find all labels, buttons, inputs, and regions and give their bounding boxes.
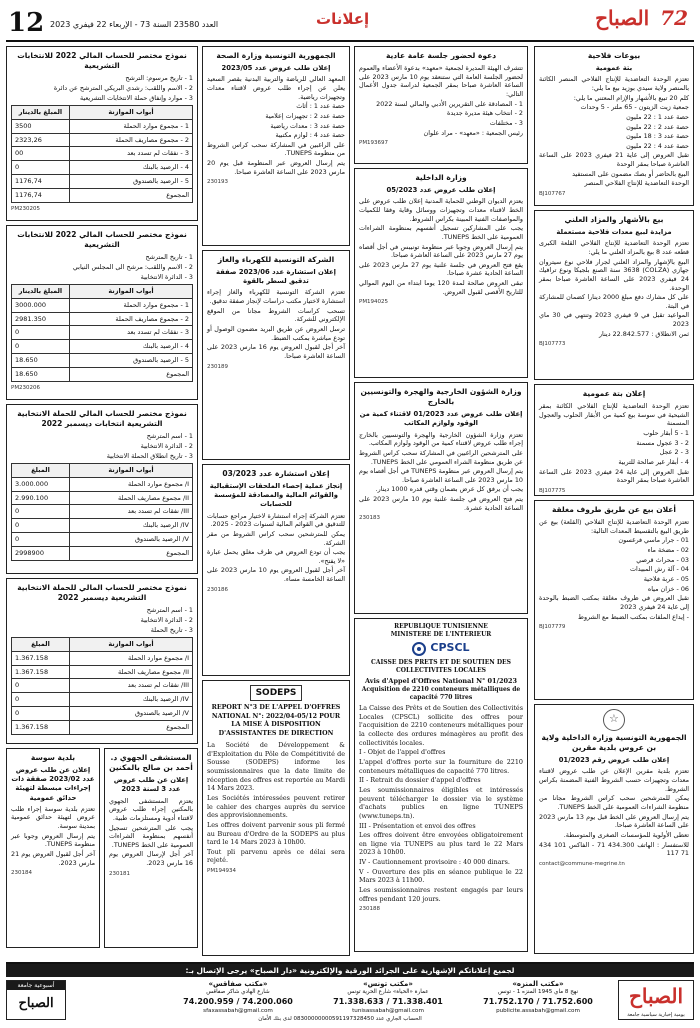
- ad-title: Avis d'Appel d'Offres National N° 01/2023: [364, 677, 518, 686]
- ad-line: على كل مشارك دفع مبلغ 2000 دينارا كضمان للمشاركة في البتة.: [539, 293, 689, 310]
- ad-line: يعتزم المستشفى الجهوي بالمكنين إجراء طلب عروض لاقتناء أدوية ومستلزمات طبية.: [109, 796, 193, 822]
- table-row: [12, 175, 193, 189]
- column-header: أبواب الموازنة: [69, 285, 192, 299]
- office-menzah: [468, 980, 608, 1015]
- ad-line: V - Ouverture des plis en séance publique le 22 Mars 2023 à 11h00.: [359, 867, 523, 885]
- table-cell: 4 - الرصيد بالبنك: [69, 340, 192, 354]
- table-cell: 0: [12, 707, 70, 721]
- ad-line: يمكن للمترشحين سحب كراس الشروط مجانا من منظومة الشراءات العمومية على الخط TUNEPS.: [539, 794, 689, 811]
- ad-line: حصة عدد 1 : أثاث: [296, 102, 345, 111]
- table-cell: 0: [12, 326, 70, 340]
- ad-line: تقبل العروض إلى غاية 21 فيفري 2023 على الساعة العاشرة صباحا بمقر الوحدة: [539, 151, 689, 169]
- column-header: أبواب الموازنة: [69, 638, 192, 652]
- ad-sodeps-report: [202, 680, 350, 956]
- table-cell: II/ مجموع مصاريف الحملة: [69, 491, 192, 505]
- table-row: [12, 354, 193, 368]
- ad-line: 1 - 5 أبقار حلوب: [643, 429, 689, 438]
- table-header-row: [12, 106, 193, 120]
- ad-line: تعتزم بلدية مقرين الإعلان عن طلب عروض لاقتناء معدات وتجهيزات حسب الشروط الفنية المضمنة بكراس الشروط.: [539, 767, 689, 793]
- ad-line: 2 - انتخاب هيئة مديرة جديدة: [447, 109, 523, 118]
- ad-line: II - Retrait du dossier d'appel d'offres: [359, 776, 481, 785]
- ad-line: 05 - عربة فلاحية: [643, 574, 689, 583]
- ad-line: حصة عدد 3 : 18 مليون: [626, 132, 689, 141]
- ad-line: تتشرف الهيئة المديرة لجمعية «معهد» بدعوة الأعضاء والعموم لحضور الجلسة العامة التي ستنعقد يوم 10 مارس 2023 على الساعة العاشرة صباحا بمقر الجمعية لدراسة جدول الأعمال التالي:: [359, 64, 523, 99]
- ad-line: حصة عدد 4 : 22 مليون: [626, 141, 689, 150]
- table-row: [12, 679, 193, 693]
- ad-line: يتم إرسال العروض وجوبا عبر منظومة تونيبس في أجل أقصاه يوم 27 مارس 2023 على الساعة العاشرة صباحا.: [359, 242, 523, 260]
- office-tunis: [318, 980, 458, 1015]
- finance-table: [11, 637, 193, 734]
- ad-moknine-hospital: [104, 748, 198, 948]
- ad-ref: PM230205: [11, 205, 41, 212]
- ad-line: تعتزم الوحدة التعاضدية للإنتاج الفلاحي القلعة الكبرى قطعه عدد 8 بيع بالمزاد العلني ما يلي:: [539, 239, 689, 256]
- table-cell: 5 - الرصيد بالصندوق: [69, 354, 192, 368]
- table-cell: 1 - مجموع موارد الحملة: [69, 119, 192, 133]
- table-cell: 0: [12, 519, 70, 533]
- ad-title: وزارة الشؤون الخارجية والهجرة والتونسيين بالخارج: [360, 387, 522, 407]
- ad-subtitle: إعلان طلب عروض عدد 01/2023 لاقتناء كمية من الوقود ولوازم المكاتب: [359, 410, 523, 428]
- weekly-logo-tag: أسبوعية جامعة: [7, 981, 65, 990]
- table-row: [12, 665, 193, 679]
- ad-line: آخر أجل لإرسال العروض يوم 16 مارس 2023.: [109, 850, 193, 868]
- ad-line: يجب على المترشحين تسجيل أنفسهم بمنظومة الشراءات العمومية على الخط TUNEPS.: [109, 823, 193, 849]
- ad-megrine-tender: [534, 704, 694, 954]
- table-cell: 00: [12, 147, 70, 161]
- issue-line: العدد 23580 السنة 73 - الإربعاء 22 فيفري 2023: [50, 20, 219, 29]
- ad-line: IV - Cautionnement provisoire : 40 000 dinars.: [359, 858, 510, 867]
- ad-line: Les offres doivent parvenir sous pli fermé au Bureau d'Ordre de la SODEPS au plus tard le 14 Mars 2023 à 10h00.: [207, 820, 345, 847]
- ad-line: آخر أجل لقبول العروض يوم 10 مارس 2023 على الساعة الخامسة مساء.: [207, 566, 345, 584]
- column-header: المبلغ: [12, 638, 70, 652]
- office-address: شارع الهادي شاكر صفاقس: [206, 989, 270, 996]
- ad-line: La Société de Développement & d'Exploitation du Pôle de Compétitivité de Sousse (SODEPS) informe les soumissionnaires que la date limite de réception des offres est reportée au Mardi 14 Mars 2023.: [207, 741, 345, 793]
- table-cell: V/ الرصيد بالصندوق: [69, 707, 192, 721]
- ad-line: Les soumissionnaires éligibles et intéressés peuvent télécharger le dossier via le système d'achats publics en ligne TUNEPS (www.tuneps.tn).: [359, 785, 523, 820]
- ad-line: 3 - تاريخ انطلاق الحملة الانتخابية: [106, 451, 193, 460]
- table-cell: 3 - نفقات لم تسدد بعد: [69, 147, 192, 161]
- table-cell: 3.000.000: [12, 477, 70, 491]
- ad-ref: PM194934: [207, 868, 237, 875]
- ad-ref: 230184: [11, 870, 32, 877]
- ad-livestock-sale: [534, 384, 694, 496]
- table-cell: II/ مجموع مصاريف الحملة: [69, 665, 192, 679]
- ad-line: البيع بالحاضر أو بصك مضمون على المستفيد: [572, 169, 689, 178]
- table-row: [12, 133, 193, 147]
- cpscl-logo-icon: [412, 642, 426, 656]
- column-header: المبلغ بالدينار: [12, 285, 70, 299]
- table-cell: 4 - الرصيد بالبنك: [69, 161, 192, 175]
- table-cell: 0: [12, 505, 70, 519]
- ad-ref: 230193: [207, 179, 228, 186]
- ad-line: يقع فتح العروض في جلسة علنية يوم 27 مارس 2023 على الساعة الحادية عشرة صباحا.: [359, 260, 523, 278]
- ad-title: REPORT N°3 DE L'APPEL D'OFFRES NATIONAL N°: 2022/04-05/12 POUR LA MISE À DISPOSITION D'ASSISTANTES DE DIRECTION: [211, 704, 341, 737]
- table-row: [12, 505, 193, 519]
- ad-line: يتم إرسال العروض عبر منظومة TUNEPS في أجل أقصاه يوم 10 مارس 2023 على الساعة العاشرة صباحا.: [359, 467, 523, 484]
- footer-logo: [618, 980, 694, 1020]
- bank-account-line: الحساب الجاري عدد 08300000000591197328450 لدى بنك الأمان: [258, 1016, 422, 1022]
- table-cell: 1.367.158: [12, 665, 70, 679]
- ad-subtitle: إعلان طلب عروض عدد 05/2023: [386, 186, 496, 195]
- table-cell: 18.650: [12, 367, 70, 381]
- ad-line: يمكن للمترشحين سحب كراس الشروط من مقر الشركة.: [207, 529, 345, 547]
- table-cell: المجموع: [69, 546, 192, 560]
- masthead-logo: [595, 6, 688, 30]
- ad-title: دعوة لحضور جلسة عامة عادية: [385, 51, 497, 60]
- ad-title: المستشفى الجهوي د. أحمد بن صالح بالمكنين: [109, 753, 193, 773]
- ad-subtitle: بتة عمومية: [595, 64, 633, 73]
- table-cell: 18.650: [12, 354, 70, 368]
- table-cell: III/ نفقات لم تسدد بعد: [69, 679, 192, 693]
- ad-subtitle: مزايدة لبيع معدات فلاحية مستعملة: [556, 228, 672, 237]
- ad-line: 03 - محراث قرصي: [636, 555, 689, 564]
- ad-line: حصة عدد 3 : معدات رياضية: [270, 121, 345, 130]
- table-cell: 0: [12, 693, 70, 707]
- table-row: [12, 340, 193, 354]
- ad-subtitle: إعلان عن طلب عروض عدد 2023/02 صفقة ذات إجراءات مبسطة لتهيئة حدائق عمومية: [11, 766, 95, 802]
- ad-line: تعتزم وزارة الشؤون الخارجية والهجرة والتونسيين بالخارج إجراء طلب عروض لاقتناء كمية من الوقود ولوازم المكاتب.: [359, 430, 523, 448]
- ad-title: نموذج مختصر للحساب المالي للحملة الانتخابية التشريعية ديسمبر 2022: [17, 583, 187, 603]
- weekly-logo-text: الصباح: [18, 996, 54, 1011]
- office-address: نهج 8 ماي 1945 المنزه 1 - تونس: [497, 989, 579, 996]
- ad-sports-institute-tender: [202, 46, 350, 246]
- finance-table: [11, 105, 193, 202]
- table-cell: IV/ الرصيد بالبنك: [69, 693, 192, 707]
- page-header: [6, 6, 694, 42]
- section-title: إعلانات: [316, 10, 370, 28]
- finance-statement-3: [6, 404, 198, 574]
- office-phone[interactable]: 74.200.959 / 74.200.060: [183, 996, 293, 1006]
- ad-line: - إيداع الملفات بمكتب الضبط مع الشروط: [578, 612, 689, 621]
- table-row: [12, 298, 193, 312]
- table-row: [12, 161, 193, 175]
- finance-statement-1: [6, 46, 198, 221]
- ad-line: تبقى العروض صالحة لمدة 120 يوما ابتداء من اليوم الموالي للتاريخ الأقصى لقبول العروض.: [359, 279, 523, 296]
- ad-ref: PM193697: [359, 140, 389, 147]
- ad-line: يجب على المشاركين تسجيل أنفسهم بمنظومة الشراءات العمومية على الخط TUNEPS.: [359, 224, 523, 241]
- ad-line: L'appel d'offres porte sur la fourniture de 2210 conteneurs métalliques de capacité 770 litres.: [359, 758, 523, 775]
- ad-title: أعلان بيع عن طريق طروف مغلقة: [551, 505, 676, 514]
- cpscl-logo: [359, 641, 523, 656]
- ad-line: البيع بالإشهار والمزاد العلني لجرار فلاحي نوع سيتروان جهازي (COLZA) 3638 سنة الصنع بلجيكا ونوع ترافيك 24 فيفري 2023 على الساعة العاشرة صباحا بمقر الوحدة.: [539, 257, 690, 292]
- ad-line: Les soumissionnaires restent engagés par leurs offres pendant 120 jours.: [359, 885, 523, 903]
- ad-line: 2 - الاسم واللقب: مرشح الى المجلس النيابي: [72, 262, 193, 271]
- column-3: [202, 46, 350, 956]
- ad-line: 1 - اسم المترشح: [146, 432, 193, 441]
- ad-line: 2 - الدائرة الانتخابية: [140, 441, 193, 450]
- ad-line: حصة عدد 4 : لوازم مكتبية: [275, 131, 345, 140]
- ad-line: تقبل العروض في ظروف مغلقة بمكتب الضبط بالوحدة إلى غاية 24 فيفري 2023: [539, 594, 689, 611]
- ad-line: 3 - تاريخ الحملة: [150, 625, 193, 634]
- table-cell: I/ مجموع موارد الحملة: [69, 651, 192, 665]
- ad-line: تعتزم الوحدة التعاضدية للإنتاج الفلاحي المنصر الكائنة بالمنصر ولاية سيدي بوزيد بيع ما يلي:: [539, 75, 689, 92]
- table-cell: 2323,26: [12, 133, 70, 147]
- ad-line: رئيس الجمعية : «معهد» - مراد علوان: [423, 128, 523, 137]
- ad-line: يتم فتح العروض في جلسة علنية يوم 10 مارس 2023 على الساعة الحادية عشرة.: [359, 495, 523, 512]
- ad-line: 2 - الدائرة الانتخابية: [140, 615, 193, 624]
- ad-title: الجمهورية التونسية وزارة الصحة: [216, 51, 336, 60]
- ad-line: 3 - موارد وإنفاق حملة الانتخابات التشريعية: [79, 93, 193, 102]
- ad-title: إعلان استشارة عدد 03/2023: [222, 469, 330, 478]
- table-cell: 0: [12, 161, 70, 175]
- table-cell: 2981.350: [12, 312, 70, 326]
- ad-line: 1 - تاريخ المترشح: [145, 253, 193, 262]
- ad-line: تعتزم الوحدة التعاضدية للإنتاج الفلاحي (القلعة) بيع عن طريق البيع بالتقسيط المعدات التالية:: [539, 518, 689, 535]
- ad-line: كلم 20 تبيع بالأشهار والإزام المعتني ما يلي:: [573, 93, 689, 102]
- ad-line: 2 - الاسم واللقب: رشدي البريكي المترشح عن دائرة: [53, 83, 193, 92]
- ad-line: تعطى الأولوية للمؤسسات الصغرى والمتوسطة.: [563, 830, 689, 839]
- ad-title: وزارة الداخلية: [415, 173, 467, 182]
- table-cell: 0: [12, 679, 70, 693]
- ad-equipment-auction: [534, 210, 694, 380]
- cpscl-org-1: REPUBLIQUE TUNISIENNE: [394, 623, 488, 630]
- weekly-logo: [6, 980, 66, 1020]
- ad-line: 3 - 2 عجل: [659, 448, 689, 457]
- sodeps-logo: SODEPS: [250, 685, 303, 701]
- ad-ref: BJ107775: [539, 487, 566, 494]
- table-row: [12, 491, 193, 505]
- table-row: [12, 651, 193, 665]
- column-header: المبلغ بالدينار: [12, 106, 70, 120]
- ad-title: نموذج مختصر للحساب المالي للحملة الانتخابية التشريعية انتخابات ديسمبر 2022: [17, 409, 187, 429]
- ad-line: حصة عدد 2 : تجهيزات إعلامية: [265, 111, 345, 120]
- ad-audit-consultation: [202, 464, 350, 676]
- ad-line: 1 - اسم المترشح: [146, 606, 193, 615]
- ad-sousse-municipality: [6, 748, 100, 948]
- table-row: [12, 477, 193, 491]
- ad-line: يجب أن يرفق كل عرض بضمان وقتي قدره 1000 دينار.: [375, 485, 523, 494]
- column-header: أبواب الموازنة: [69, 106, 192, 120]
- table-row: [12, 693, 193, 707]
- ad-agricultural-sales: [534, 46, 694, 206]
- table-cell: 0: [12, 340, 70, 354]
- table-cell: 3 - نفقات لم تسدد بعد: [69, 326, 192, 340]
- ad-title: بلدية سوسة: [30, 753, 76, 762]
- table-cell: 2998900: [12, 546, 70, 560]
- table-cell: 0: [12, 533, 70, 547]
- ad-steg-consultation: [202, 250, 350, 460]
- ad-line: المواعيد تقبل في 9 فيفري 2023 وتنتهي في 30 ماي 2023: [539, 311, 689, 329]
- table-cell: 1.367.158: [12, 651, 70, 665]
- table-cell: I/ مجموع موارد الحملة: [69, 477, 192, 491]
- table-cell: 2.990.100: [12, 491, 70, 505]
- ad-subtitle: إعلان طلب عروض عدد 2023/05: [221, 64, 331, 73]
- ad-line: الوحدة التعاضدية للإنتاج الفلاحي المنصر: [584, 179, 689, 188]
- table-cell: 2 - مجموع مصاريف الحملة: [69, 133, 192, 147]
- ad-title: نموذج مختصر للحساب المالي 2022 للانتخابات التشريعية: [17, 230, 187, 250]
- table-row: [12, 707, 193, 721]
- ad-line: Tout pli parvenu après ce délai sera rejeté.: [207, 847, 345, 865]
- ad-cpscl-tender: [354, 618, 528, 952]
- footer: [6, 962, 694, 1022]
- ad-subtitle: إعلان استشارة عدد 2023/06 صفقة تدقيق لسطر بالقوة: [216, 268, 336, 286]
- table-cell: 1176,74: [12, 188, 70, 202]
- ad-line: على الراغبين في المشاركة سحب كراس الشروط من منظومة TUNEPS.: [207, 140, 345, 158]
- ad-line: 4 - أبقار غير صالحة للتربية: [618, 457, 689, 466]
- ad-line: 1 - تاريخ مرسوم: الترشح: [125, 74, 193, 83]
- office-phone[interactable]: 71.338.633 / 71.338.401: [333, 996, 443, 1006]
- ad-line: III - Présentation et envoi des offres: [359, 821, 476, 830]
- masthead-logo-number: 72: [660, 6, 688, 30]
- table-header-row: [12, 464, 193, 478]
- ad-line: يتم إرسال العروض عبر المنظومة قبل يوم 20 مارس 2023 على الساعة العاشرة صباحا.: [207, 159, 345, 176]
- table-cell: 3500: [12, 119, 70, 133]
- ad-line: 3 - الدائرة الانتخابية: [140, 272, 193, 281]
- masthead-logo-text: الصباح: [595, 6, 650, 30]
- office-email[interactable]: tunisassabah@gmail.com: [352, 1007, 424, 1014]
- ad-title: الجمهورية التونسية وزارة الداخلية ولاية بن عروس بلدية مقرين: [541, 733, 687, 753]
- office-title: «مكتب تونس»: [363, 980, 413, 988]
- ad-ref: 230186: [207, 586, 228, 593]
- ad-line: 3 - مختلفات: [489, 118, 523, 127]
- table-row: [12, 533, 193, 547]
- finance-statement-2: [6, 225, 198, 400]
- ad-ref: BJ107767: [539, 190, 566, 197]
- table-row: [12, 720, 193, 734]
- footer-logo-tagline: يومية إخبارية سياسية جامعة: [627, 1012, 685, 1018]
- ad-line: حصة عدد 2 : 22 مليون: [626, 122, 689, 131]
- table-cell: 1.367.158: [12, 720, 70, 734]
- finance-table: [11, 284, 193, 381]
- coat-of-arms-icon: [603, 709, 625, 731]
- table-cell: 1 - مجموع موارد الحملة: [69, 298, 192, 312]
- office-sfax: [168, 980, 308, 1015]
- ad-foreign-affairs-tender: [354, 382, 528, 614]
- ad-ref: 230188: [359, 906, 380, 913]
- ad-line: Les Sociétés intéressées peuvent retirer le cahier des charges auprès du service des approvisionnements.: [207, 793, 345, 820]
- ad-title: الشركة التونسية للكهرباء والغاز: [217, 255, 335, 264]
- office-address: عمارة «الحياة» شارع الحرية تونس: [347, 989, 429, 996]
- ad-ref: BJ107773: [539, 341, 566, 348]
- table-header-row: [12, 638, 193, 652]
- column-2: [354, 46, 528, 956]
- table-cell: المجموع: [69, 367, 192, 381]
- office-phone[interactable]: 71.752.170 / 71.752.600: [483, 996, 593, 1006]
- office-title: «مكتب صفاقس»: [208, 980, 268, 988]
- ad-general-assembly: [354, 46, 528, 164]
- ad-ref: PM194025: [359, 299, 389, 306]
- ad-line: 2 - 3 عجول مسمنة: [636, 438, 689, 447]
- finance-table: [11, 463, 193, 560]
- ad-line: آخر أجل لقبول العروض يوم 16 مارس 2023 على الساعة العاشرة صباحا.: [207, 343, 345, 360]
- ad-subtitle: إعلان طلب عروض رقم 01/2023: [558, 756, 670, 765]
- table-row: [12, 188, 193, 202]
- ad-title: بيع بالأشهار والمزاد العلني: [564, 215, 664, 224]
- ad-line: 01 - جرار ماسي فرغسون: [618, 536, 689, 545]
- ad-ref: 230189: [207, 363, 228, 370]
- ad-line: تعتزم الشركة إجراء استشارة لاختيار مراجع حسابات للتدقيق في القوائم المالية لسنوات 2023 - 2025.: [207, 511, 345, 529]
- ad-ref: 230181: [109, 870, 130, 877]
- ad-subtitle: إعلان عن طلب عروض عدد 3 لسنة 2023: [113, 776, 189, 794]
- ad-civil-protection-tender: [354, 168, 528, 378]
- ad-sealed-bid-sale: [534, 500, 694, 700]
- ad-line: جمعية زيت الزيتون - 65 ملتر - 5 وحدات: [580, 103, 689, 112]
- bottom-ads-row: [6, 748, 198, 948]
- ad-line: 04 - آلة رش المبيدات: [629, 565, 689, 574]
- column-4: [6, 46, 198, 956]
- table-header-row: [12, 285, 193, 299]
- ad-line: يعتزم الديوان الوطني للحماية المدنية إعلان طلب عروض على الخط لاقتناء معدات وتجهيزات ووسائل وقاية وفقا للكميات والمواصفات الفنية المبينة بكراس الشروط.: [359, 197, 523, 223]
- ad-subtitle: إنجاز عملية إحصاء الملحقات الإستقبالية والقوائم المالية والمصادقة للمؤسسة للحسابات: [209, 482, 343, 509]
- cpscl-logo-text: CPSCL: [430, 641, 470, 655]
- office-email[interactable]: publicite.assabah@gmail.com: [496, 1007, 580, 1014]
- table-cell: 2 - مجموع مصاريف الحملة: [69, 312, 192, 326]
- cpscl-org-3: CAISSE DES PRETS ET DE SOUTIEN DES COLLECTIVITES LOCALES: [371, 659, 511, 675]
- ad-line: يجب أن تودع العروض في ظرف مغلق يحمل عبارة «لا يفتح».: [207, 548, 345, 565]
- ad-line: آخر أجل لقبول العروض يوم 21 مارس 2023.: [11, 850, 95, 867]
- column-header: المبلغ: [12, 464, 70, 478]
- ad-ref: 230183: [359, 515, 380, 522]
- ad-line: يتم إرسال العروض وجوبا عبر منظومة TUNEPS.: [11, 831, 95, 849]
- ad-line: I - Objet de l'appel d'offres: [359, 748, 446, 757]
- office-title: «مكتب المنزه»: [512, 980, 564, 988]
- ad-title: نموذج مختصر للحساب المالي 2022 للانتخابات التشريعية: [17, 51, 187, 71]
- ad-ref: PM230206: [11, 384, 41, 391]
- page-number: 12: [8, 8, 45, 38]
- footer-banner: لجميع إعلاناتكم الإشهارية على الجرائد الورقية والإلكترونية «دار الصباح» يرجى الإتصال بـ:: [6, 964, 694, 977]
- ad-line: يتم إرسال العروض على الخط قبل يوم 13 مارس 2023 على الساعة العاشرة صباحا.: [539, 812, 689, 830]
- ad-subtitle: Acquisition de 2210 conteneurs métalliques de capacité 770 litres: [361, 685, 521, 702]
- footer-logo-text: الصباح: [628, 984, 684, 1008]
- table-row: [12, 326, 193, 340]
- office-email[interactable]: sfaxassabah@gmail.com: [203, 1007, 273, 1014]
- ad-line: على المترشحين الراغبين في المشاركة سحب كراس الشروط عن طريق منظومة الشراء العمومي على الخط TUNEPS.: [359, 448, 523, 466]
- ad-line: تقبل العروض إلى غاية 24 فيفري 2023 على الساعة العاشرة صباحا بمقر الوحدة: [539, 467, 689, 485]
- table-row: [12, 147, 193, 161]
- ad-line: 1 - المصادقة على التقريرين الأدبي والمالي لسنة 2022: [376, 99, 523, 108]
- table-cell: 1176,74: [12, 175, 70, 189]
- ad-line: حصة عدد 1 : 22 مليون: [626, 112, 689, 121]
- ad-line: La Caisse des Prêts et de Soutien des Collectivités Locales (CPSCL) sollicite des offres pour l'acquisition de 2210 conteneurs métalliques pour la collecte des ordures ménagères au profit des collectivités locales.: [359, 704, 523, 747]
- table-row: [12, 312, 193, 326]
- table-cell: V/ الرصيد بالصندوق: [69, 533, 192, 547]
- ad-line: 06 - خزان مياه: [647, 584, 689, 593]
- table-cell: IV/ الرصيد بالبنك: [69, 519, 192, 533]
- ad-ref: BJ107779: [539, 624, 566, 631]
- ad-line: ثمن الانطلاق : 22.842.577 دينار: [598, 329, 689, 338]
- table-row: [12, 367, 193, 381]
- table-cell: III/ نفقات لم تسدد بعد: [69, 505, 192, 519]
- table-row: [12, 546, 193, 560]
- table-cell: المجموع: [69, 720, 192, 734]
- ad-line: Les offres doivent être envoyées obligatoirement en ligne via TUNEPS au plus tard le 22 Mars 2023 à 10h00.: [359, 831, 523, 857]
- column-header: أبواب الموازنة: [69, 464, 192, 478]
- ad-contact-email[interactable]: contact@commune-megrine.tn: [539, 860, 625, 867]
- table-cell: المجموع: [69, 188, 192, 202]
- ad-line: تعتزم بلدية سوسة إجراء طلب عروض لتهيئة حدائق عمومية بمدينة سوسة.: [11, 804, 95, 831]
- ad-line: المعهد العالي للرياضة والتربية البدنية بقصر السعيد يعلن عن إجراء طلب عروض لاقتناء معدات وتجهيزات رياضية.: [207, 75, 345, 101]
- cpscl-org-2: MINISTERE DE L'INTERIEUR: [390, 631, 492, 639]
- ad-title: بيوعات فلاحية: [587, 51, 641, 60]
- ad-line: تعتزم الشركة التونسية للكهرباء والغاز إجراء استشارة لاختيار مكتب دراسات لإنجاز صفقة تدقيق.: [207, 288, 345, 306]
- column-1: [534, 46, 694, 956]
- ad-title: إعلان بتة عمومية: [582, 389, 646, 398]
- table-row: [12, 119, 193, 133]
- ad-line: للاستفسار : الهاتف 434.300 71 - الفاكس 101 434 71 117: [539, 840, 689, 858]
- ad-line: تسحب كراسات الشروط مجانا من الموقع الإلكتروني للشركة.: [207, 306, 345, 324]
- ad-line: ترسل العروض عن طريق البريد مضمون الوصول أو تودع مباشرة بمكتب الضبط.: [207, 325, 345, 342]
- finance-statement-4: [6, 578, 198, 744]
- table-cell: 3000.000: [12, 298, 70, 312]
- ad-line: 02 - مضخة ماء: [647, 546, 689, 555]
- table-row: [12, 519, 193, 533]
- table-cell: 5 - الرصيد بالصندوق: [69, 175, 192, 189]
- ad-line: تعتزم الوحدة التعاضدية للإنتاج الفلاحي الكائنة بمقر الشيحية في سوسة بيع كمية من الأبقار الحلوب والعجول المسمنة: [539, 402, 689, 428]
